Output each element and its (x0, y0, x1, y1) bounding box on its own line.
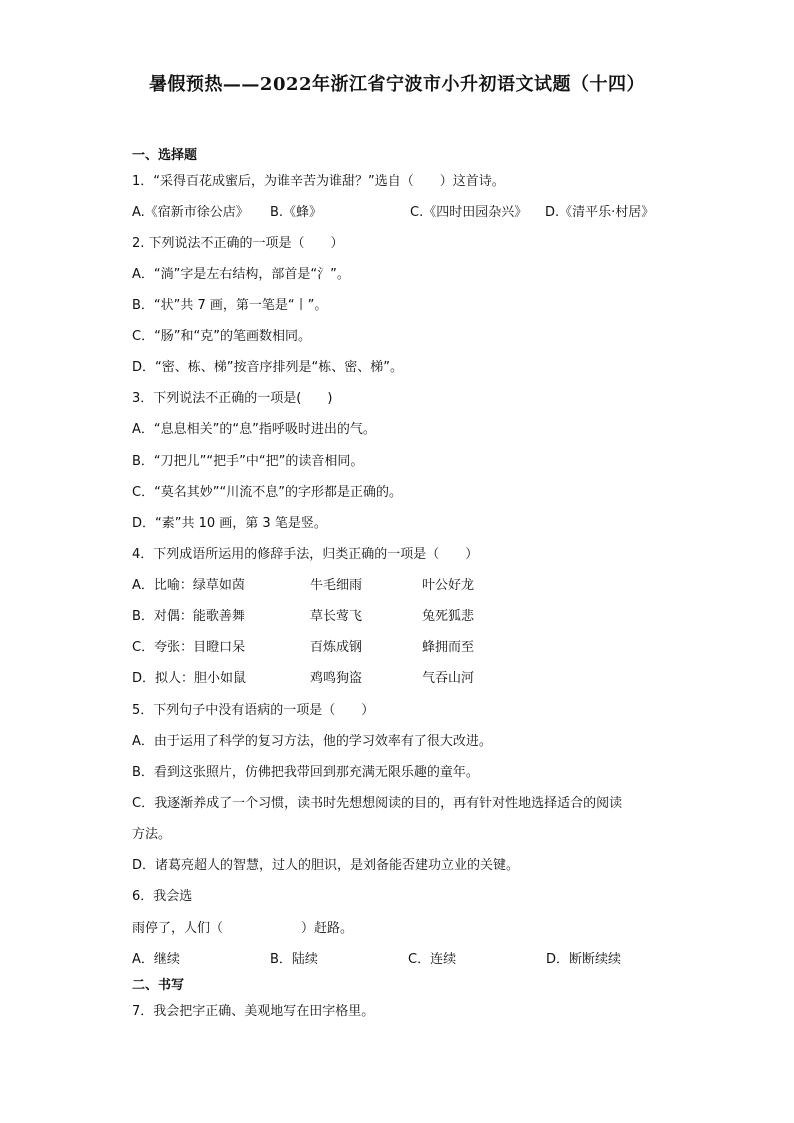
question-6-option-c: C．连续 (408, 952, 457, 967)
question-6-option-d: D．断断续续 (546, 952, 622, 967)
question-4-option-b (132, 609, 532, 625)
idiom-group-label: A．比喻：绿草如茵 (132, 578, 245, 593)
question-1-option-b: B.《蜂》 (270, 205, 323, 220)
question-4-option-c (132, 640, 532, 656)
question-1-options (132, 205, 692, 221)
question-2-option-b: B．“状”共 7 画，第一笔是“丨”。 (132, 298, 328, 313)
question-7-stem: 7．我会把字正确、美观地写在田字格里。 (132, 1004, 375, 1019)
question-3-stem: 3．下列说法不正确的一项是( ) (132, 391, 333, 406)
question-3-option-d: D．“素”共 10 画，第 3 笔是竖。 (132, 516, 327, 531)
question-2-option-c: C．“肠”和“克”的笔画数相同。 (132, 329, 312, 344)
question-5-option-d: D．诸葛亮超人的智慧，过人的胆识，是刘备能否建功立业的关键。 (132, 858, 520, 873)
question-6-stem: 6．我会选 (132, 889, 193, 904)
question-5-option-c-continued: 方法。 (132, 827, 172, 842)
question-6-sentence: 雨停了，人们（ ）赶路。 (132, 921, 354, 936)
question-6-option-b: B．陆续 (270, 952, 318, 967)
idiom-group-label: C．夸张：目瞪口呆 (132, 640, 246, 655)
question-3-option-a: A．“息息相关”的“息”指呼吸时进出的气。 (132, 422, 376, 437)
idiom: 叶公好龙 (422, 578, 475, 593)
idiom-group-label: D．拟人：胆小如鼠 (132, 671, 247, 686)
idiom-group-label: B．对偶：能歌善舞 (132, 609, 245, 624)
page-title: 暑假预热——2022年浙江省宁波市小升初语文试题（十四） (148, 74, 646, 95)
question-3-option-b: B．“刀把儿”“把手”中“把”的读音相同。 (132, 454, 364, 469)
question-5-option-b: B．看到这张照片，仿佛把我带回到那充满无限乐趣的童年。 (132, 765, 479, 780)
question-4-option-a (132, 578, 532, 594)
section-heading-writing: 二、书写 (132, 978, 185, 993)
idiom: 牛毛细雨 (310, 578, 363, 593)
question-2-option-d: D．“密、栋、梯”按音序排列是“栋、密、梯”。 (132, 360, 403, 375)
idiom: 百炼成钢 (310, 640, 363, 655)
question-4-option-d (132, 671, 532, 687)
question-6-option-a: A．继续 (132, 952, 180, 967)
question-6-options (132, 952, 652, 968)
idiom: 蜂拥而至 (422, 640, 475, 655)
idiom: 草长莺飞 (310, 609, 363, 624)
question-1-stem: 1．“采得百花成蜜后，为谁辛苦为谁甜？”选自（ ）这首诗。 (132, 174, 505, 189)
question-5-stem: 5．下列句子中没有语病的一项是（ ） (132, 703, 375, 718)
section-heading-choice: 一、选择题 (132, 148, 198, 163)
question-1-option-c: C.《四时田园杂兴》 (410, 205, 528, 220)
question-3-option-c: C．“莫名其妙”“川流不息”的字形都是正确的。 (132, 485, 403, 500)
idiom: 兔死狐悲 (422, 609, 475, 624)
question-5-option-c: C．我逐渐养成了一个习惯，读书时先想想阅读的目的，再有针对性地选择适合的阅读 (132, 796, 623, 811)
question-5-option-a: A．由于运用了科学的复习方法，他的学习效率有了很大改进。 (132, 734, 492, 749)
question-4-stem: 4．下列成语所运用的修辞手法，归类正确的一项是（ ） (132, 547, 479, 562)
question-2-stem: 2. 下列说法不正确的一项是（ ） (132, 236, 344, 251)
idiom: 气吞山河 (422, 671, 475, 686)
question-1-option-d: D.《清平乐·村居》 (545, 205, 655, 220)
question-1-option-a: A.《宿新市徐公店》 (132, 205, 249, 220)
question-2-option-a: A．“淌”字是左右结构，部首是“氵”。 (132, 267, 350, 282)
idiom: 鸡鸣狗盗 (310, 671, 363, 686)
